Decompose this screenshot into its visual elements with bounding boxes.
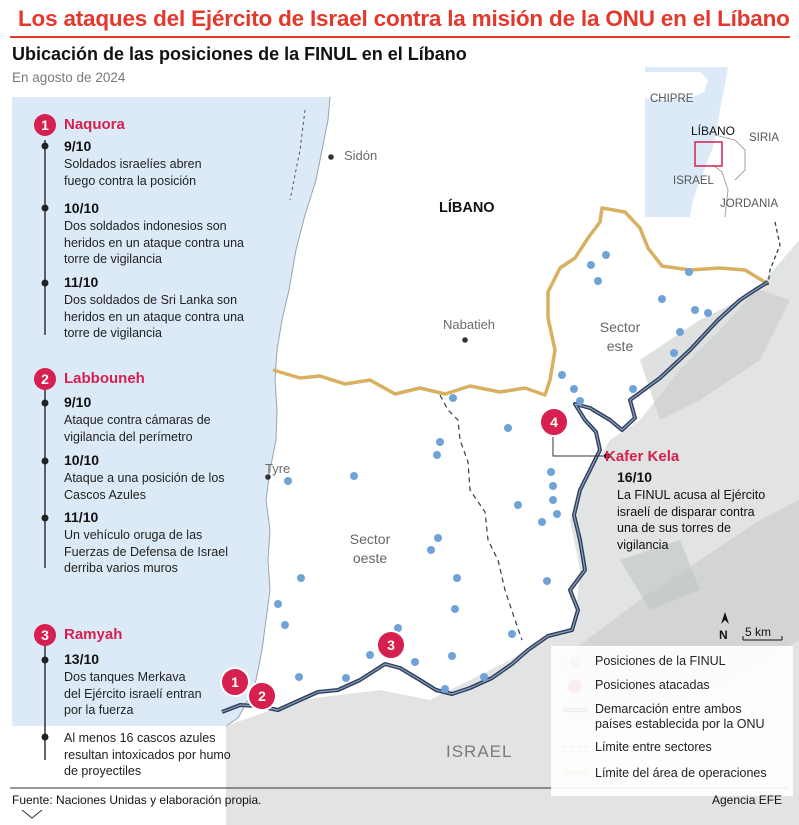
- timeline-date: 10/10: [64, 452, 100, 468]
- attack-marker-3[interactable]: 3: [376, 630, 406, 660]
- finul-position: [281, 621, 289, 629]
- attack-marker-1[interactable]: 1: [220, 667, 250, 697]
- finul-position: [295, 673, 303, 681]
- timeline-event-text: Un vehículo oruga de las Fuerzas de Defensa de Israel derriba varios muros: [64, 528, 228, 575]
- kafer-kela-date: 16/10: [617, 469, 653, 485]
- finul-position: [342, 674, 350, 682]
- finul-position: [411, 658, 419, 666]
- city-label-sidon: Sidón: [344, 148, 378, 163]
- nabatieh-dot: [462, 337, 468, 343]
- finul-position: [676, 328, 684, 336]
- kafer-kela-text: La FINUL acusa al Ejército israelí de disparar contra una de sus torres de vigilancia: [617, 488, 766, 552]
- attack-marker-2[interactable]: 2: [247, 681, 277, 711]
- timeline-place-ramyah: Ramyah: [64, 626, 123, 643]
- timeline-date: 10/10: [64, 200, 100, 216]
- timeline-event-text: Dos tanques Merkava del Ejército israelí entran por la fuerza: [64, 670, 202, 717]
- legend-item-finul: Posiciones de la FINUL: [595, 654, 726, 668]
- inset-label-siria: SIRIA: [749, 132, 780, 144]
- finul-position: [449, 394, 457, 402]
- finul-position: [451, 605, 459, 613]
- finul-position: [670, 349, 678, 357]
- finul-position: [284, 477, 292, 485]
- city-label-nabatieh: Nabatieh: [443, 317, 496, 332]
- finul-position: [427, 546, 435, 554]
- finul-position: [508, 630, 516, 638]
- footer-notch: [22, 810, 42, 818]
- sector-west-label: Sector oeste: [349, 531, 391, 566]
- finul-position: [685, 268, 693, 276]
- finul-position: [274, 600, 282, 608]
- timeline-event-text: Ataque contra cámaras de vigilancia del perímetro: [64, 413, 211, 444]
- north-label: N: [719, 628, 728, 642]
- legend-item-attacked: Posiciones atacadas: [595, 678, 710, 692]
- finul-position: [704, 309, 712, 317]
- timeline-date: 9/10: [64, 138, 92, 154]
- timeline-event-text: Al menos 16 cascos azules resultan intoxicados por humo de proyectiles: [64, 731, 231, 778]
- finul-position: [558, 371, 566, 379]
- subtitle: Ubicación de las posiciones de la FINUL en el Líbano: [12, 44, 467, 64]
- sector-boundary-line: [440, 395, 522, 640]
- finul-position: [587, 261, 595, 269]
- timeline-place-naquora: Naquora: [64, 116, 125, 133]
- timeline-date: 11/10: [64, 509, 99, 525]
- legend: [551, 646, 793, 796]
- finul-position: [436, 438, 444, 446]
- country-label-lebanon: LÍBANO: [439, 200, 495, 216]
- finul-position: [549, 482, 557, 490]
- legend-item-sectors: Límite entre sectores: [595, 740, 712, 754]
- finul-position: [658, 295, 666, 303]
- sector-east-label: Sector este: [599, 319, 641, 354]
- finul-position: [629, 385, 637, 393]
- timeline-event-text: Dos soldados de Sri Lanka son heridos en un ataque contra una torre de vigilancia: [64, 293, 244, 340]
- finul-position: [448, 652, 456, 660]
- kafer-kela-title: Kafer Kela: [605, 448, 680, 465]
- timeline-date: 9/10: [64, 394, 92, 410]
- finul-position: [453, 574, 461, 582]
- inset-label-libano: LÍBANO: [691, 124, 736, 138]
- finul-position: [538, 518, 546, 526]
- timeline-date: 13/10: [64, 651, 100, 667]
- finul-position: [297, 574, 305, 582]
- footer-agency: Agencia EFE: [712, 793, 783, 807]
- finul-position: [570, 385, 578, 393]
- finul-position: [602, 251, 610, 259]
- finul-position: [514, 501, 522, 509]
- finul-position: [441, 685, 449, 693]
- finul-position: [594, 277, 602, 285]
- finul-position: [434, 534, 442, 542]
- timeline-badge-1: 1: [34, 114, 56, 136]
- finul-position: [576, 397, 584, 405]
- finul-position: [480, 673, 488, 681]
- inset-label-chipre: CHIPRE: [650, 93, 694, 105]
- inset-label-israel: ISRAEL: [673, 175, 714, 187]
- date-note: En agosto de 2024: [12, 70, 126, 85]
- timeline-badge-3: 3: [34, 624, 56, 646]
- finul-position: [549, 496, 557, 504]
- attack-marker-4[interactable]: 4: [539, 407, 569, 437]
- timeline-event-text: Ataque a una posición de los Cascos Azules: [64, 471, 225, 502]
- finul-position: [543, 577, 551, 585]
- finul-position: [504, 424, 512, 432]
- inset-label-jordania: JORDANIA: [720, 198, 779, 210]
- timeline-badge-2: 2: [34, 368, 56, 390]
- finul-position: [547, 468, 555, 476]
- country-label-israel: ISRAEL: [446, 742, 513, 761]
- main-title: Los ataques del Ejército de Israel contra la misión de la ONU en el Líbano: [18, 6, 790, 31]
- scale-label: 5 km: [745, 625, 772, 639]
- timeline-event-text: Dos soldados indonesios son heridos en un ataque contra una torre de vigilancia: [64, 219, 244, 266]
- timeline-place-labbouneh: Labbouneh: [64, 370, 145, 387]
- finul-position: [366, 651, 374, 659]
- finul-position: [553, 510, 561, 518]
- finul-position: [691, 306, 699, 314]
- sidon-dot: [328, 154, 334, 160]
- legend-item-operations: Límite del área de operaciones: [595, 766, 767, 780]
- finul-position: [433, 451, 441, 459]
- legend-item-border: Demarcación entre ambos países establecida por la ONU: [595, 702, 765, 731]
- footer-source: Fuente: Naciones Unidas y elaboración propia.: [12, 793, 262, 807]
- timeline-date: 11/10: [64, 274, 99, 290]
- finul-position: [350, 472, 358, 480]
- city-label-tyre: Tyre: [265, 461, 291, 476]
- timeline-event-text: Soldados israelíes abren fuego contra la posición: [64, 157, 202, 188]
